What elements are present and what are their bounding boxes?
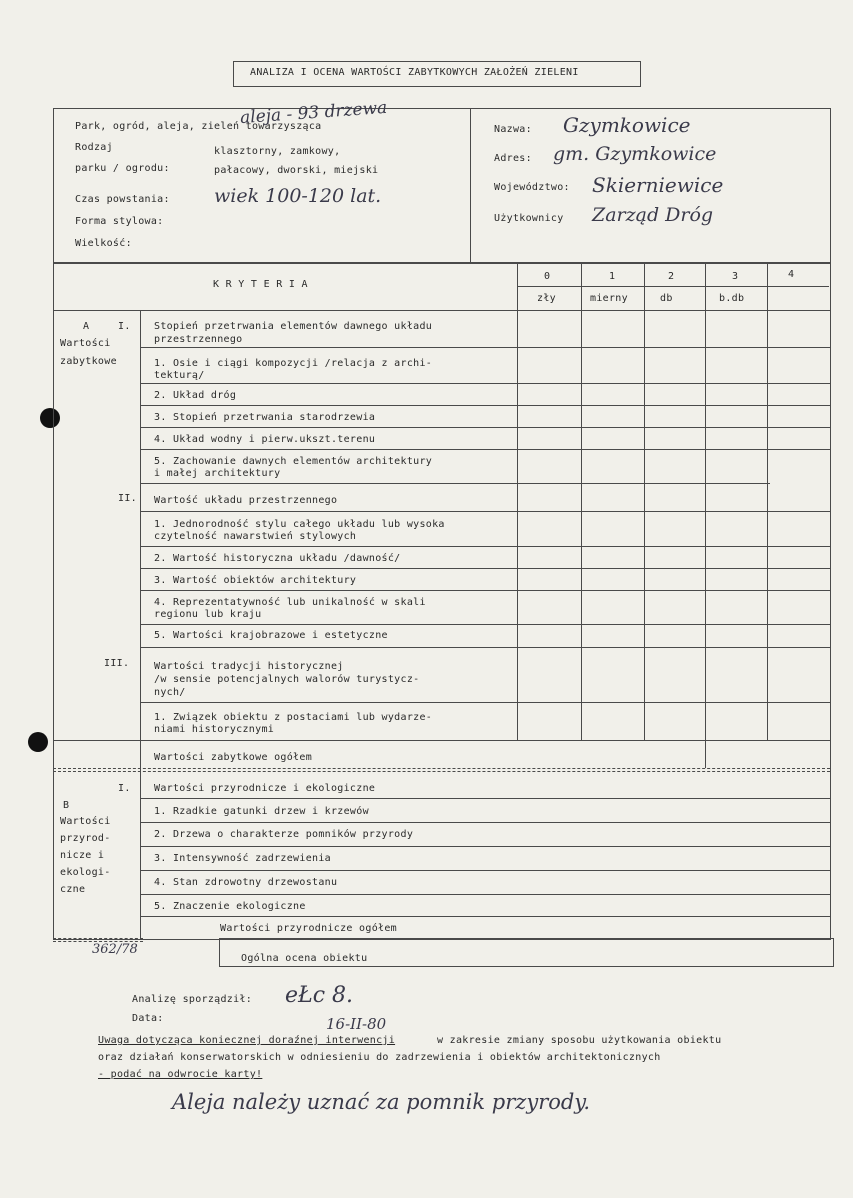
score-3-label: b.db: [719, 293, 745, 304]
section-a-label2: zabytkowe: [60, 356, 117, 367]
group1-title: Stopień przetrwania elementów dawnego układu: [154, 321, 433, 332]
g3-item1-l2: niami historycznymi: [154, 724, 275, 735]
g1-item5-l1: 5. Zachowanie dawnych elementów architektury: [154, 456, 433, 467]
woj-value: Skierniewice: [592, 173, 724, 197]
page-title: ANALIZA I OCENA WARTOŚCI ZABYTKOWYCH ZAŁOŻEŃ ZIELENI: [250, 67, 579, 78]
criteria-header: K R Y T E R I A: [213, 279, 308, 290]
uwaga-line1a: Uwaga dotycząca koniecznej doraźnej interwencji: [98, 1035, 396, 1046]
overall-label: Ogólna ocena obiektu: [241, 953, 368, 964]
uzyt-label: Użytkownicy: [494, 213, 564, 224]
score-1-num: 1: [609, 271, 616, 282]
group3-title-3: nych/: [154, 687, 186, 698]
section-b-total: Wartości przyrodnicze ogółem: [220, 923, 397, 934]
section-b-label4: ekologi-: [60, 867, 111, 878]
b-item3: 3. Intensywność zadrzewienia: [154, 853, 331, 864]
punch-hole-bottom: [28, 732, 48, 752]
uzyt-value: Zarząd Dróg: [592, 204, 714, 226]
group3-title-1: Wartości tradycji historycznej: [154, 661, 344, 672]
uwaga-line3: - podać na odwrocie karty!: [98, 1069, 263, 1080]
section-a-label1: Wartości: [60, 338, 111, 349]
uwaga-line2: oraz działań konserwatorskich w odniesieniu do zadrzewienia i obiektów architektonicznych: [98, 1052, 661, 1063]
park-value: aleja - 93 drzewa: [239, 97, 388, 129]
analiza-signature: eŁc 8.: [285, 983, 354, 1008]
group3-title-2: /w sensie potencjalnych walorów turystycz-: [154, 674, 420, 685]
czas-label: Czas powstania:: [75, 194, 170, 205]
group1-title-2: przestrzennego: [154, 334, 243, 345]
rodzaj-label: Rodzaj: [75, 142, 113, 153]
section-b-label3: nicze i: [60, 850, 105, 861]
g2-item1-l2: czytelność nawarstwień stylowych: [154, 531, 357, 542]
g3-item1-l1: 1. Związek obiektu z postaciami lub wydarze-: [154, 712, 433, 723]
b-item1: 1. Rzadkie gatunki drzew i krzewów: [154, 806, 369, 817]
g1-item5-l2: i małej architektury: [154, 468, 281, 479]
section-b-label2: przyrod-: [60, 833, 111, 844]
g2-item1-l1: 1. Jednorodność stylu całego układu lub wysoka: [154, 519, 445, 530]
g2-item4-l2: regionu lub kraju: [154, 609, 262, 620]
g1-item2: 2. Układ dróg: [154, 390, 237, 401]
g1-item1-l1: 1. Osie i ciągi kompozycji /relacja z archi-: [154, 358, 433, 369]
uwaga-line1b: w zakresie zmiany sposobu użytkowania obiektu: [437, 1035, 722, 1046]
wielkosc-label: Wielkość:: [75, 238, 132, 249]
data-value: 16-II-80: [326, 1015, 387, 1033]
b-item2: 2. Drzewa o charakterze pomników przyrody: [154, 829, 414, 840]
b-item4: 4. Stan zdrowotny drzewostanu: [154, 877, 338, 888]
section-a-total: Wartości zabytkowe ogółem: [154, 752, 313, 763]
rodzaj-line2: pałacowy, dworski, miejski: [214, 165, 379, 176]
rodzaj-line1: klasztorny, zamkowy,: [214, 146, 341, 157]
adres-value: gm. Gzymkowice: [553, 143, 717, 165]
score-0-label: zły: [537, 293, 556, 304]
score-2-label: db: [660, 293, 673, 304]
nazwa-label: Nazwa:: [494, 124, 532, 135]
section-b-label5: czne: [60, 884, 86, 895]
score-1-label: mierny: [590, 293, 628, 304]
section-a-letter: A: [83, 321, 90, 332]
b-item5: 5. Znaczenie ekologiczne: [154, 901, 306, 912]
section-b-roman-1: I.: [118, 783, 131, 794]
park-label: Park, ogród, aleja, zieleń towarzysząca: [75, 121, 322, 132]
section-a-roman-2: II.: [118, 493, 137, 504]
section-a-roman-3: III.: [104, 658, 130, 669]
section-b-title: Wartości przyrodnicze i ekologiczne: [154, 783, 376, 794]
adres-label: Adres:: [494, 153, 532, 164]
data-label: Data:: [132, 1013, 164, 1024]
g2-item3: 3. Wartość obiektów architektury: [154, 575, 357, 586]
handwritten-note: Aleja należy uznać za pomnik przyrody.: [172, 1090, 591, 1114]
group2-title: Wartość układu przestrzennego: [154, 495, 338, 506]
section-b-letter: B: [63, 800, 70, 811]
analiza-label: Analizę sporządził:: [132, 994, 253, 1005]
score-2-num: 2: [668, 271, 675, 282]
woj-label: Województwo:: [494, 182, 570, 193]
parku-label: parku / ogrodu:: [75, 163, 170, 174]
score-0-num: 0: [544, 271, 551, 282]
section-b-label1: Wartości: [60, 816, 111, 827]
czas-value: wiek 100-120 lat.: [214, 185, 382, 207]
g2-item4-l1: 4. Reprezentatywność lub unikalność w skali: [154, 597, 426, 608]
score-3-num: 3: [732, 271, 739, 282]
document-number: 362/78: [92, 942, 138, 957]
section-a-roman-1: I.: [118, 321, 131, 332]
g2-item5: 5. Wartości krajobrazowe i estetyczne: [154, 630, 388, 641]
nazwa-value: Gzymkowice: [563, 113, 691, 137]
g2-item2: 2. Wartość historyczna układu /dawność/: [154, 553, 401, 564]
score-4-num: 4: [788, 269, 795, 280]
g1-item1-l2: tekturą/: [154, 370, 205, 381]
g1-item3: 3. Stopień przetrwania starodrzewia: [154, 412, 376, 423]
forma-label: Forma stylowa:: [75, 216, 164, 227]
g1-item4: 4. Układ wodny i pierw.ukszt.terenu: [154, 434, 376, 445]
